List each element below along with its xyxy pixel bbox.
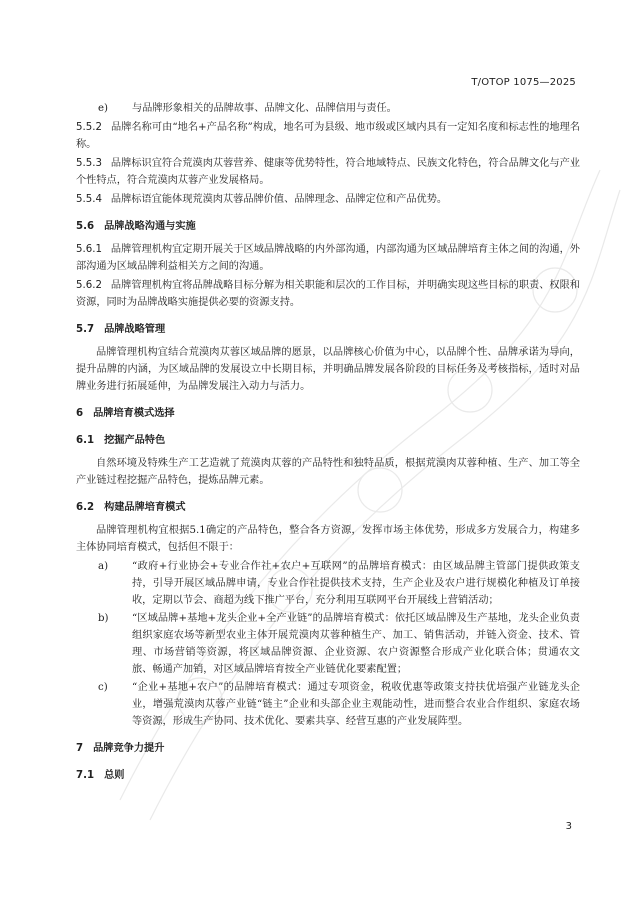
clause-text: 品牌名称可由“地名+产品名称”构成，地名可为县级、地市级或区域内具有一定知名度和标志性的地理名称。 (76, 122, 580, 150)
list-text: 与品牌形象相关的品牌故事、品牌文化、品牌信用与责任。 (132, 103, 397, 114)
section-heading (76, 767, 580, 784)
section-number: 6.1 (76, 435, 95, 446)
list-text: “区域品牌+基地+龙头企业+全产业链”的品牌培育模式：依托区域品牌及生产基地，龙头企业负责组织家庭农场等新型农业主体开展荒漠肉苁蓉种植生产、加工、销售活动，并链入资金、技术、管理、市场营销等资源，将区域品牌资源、企业资源、农户资源整合形成产业化联合体；贯通农文旅、畅通产加销，对区域品牌培育按全产业链优化要素配置； (132, 613, 580, 675)
clause-number: 5.6.2 (76, 280, 102, 291)
section-title: 品牌战略管理 (104, 324, 166, 335)
clause-paragraph (76, 191, 580, 208)
standard-number: T/OTOP 1075—2025 (471, 77, 576, 88)
section-heading (76, 405, 580, 422)
section-title: 构建品牌培育模式 (104, 502, 186, 513)
body-paragraph: 自然环境及特殊生产工艺造就了荒漠肉苁蓉的产品特性和独特品质，根据荒漠肉苁蓉种植、生产、加工等全产业链过程挖掘产品特色，提炼品牌元素。 (76, 458, 580, 486)
section-heading (76, 499, 580, 516)
clause-text: 品牌管理机构宜定期开展关于区域品牌战略的内外部沟通，内部沟通为区域品牌培育主体之间的沟通，外部沟通为区域品牌利益相关方之间的沟通。 (76, 244, 580, 272)
clause-paragraph (76, 119, 580, 153)
list-label: b) (98, 613, 109, 624)
list-text: “企业+基地+农户”的品牌培育模式：通过专项资金，税收优惠等政策支持扶优培强产业链龙头企业，增强荒漠肉苁蓉产业链“链主”企业和头部企业主观能动性，进而整合农业合作组织、家庭农场等资源，形成生产协同、技术优化、要素共享、经营互惠的产业发展阵型。 (132, 682, 580, 727)
section-number: 6 (76, 408, 84, 419)
section-number: 6.2 (76, 502, 95, 513)
section-title: 总则 (104, 770, 125, 781)
clause-number: 5.5.2 (76, 122, 102, 133)
list-item (76, 610, 580, 678)
section-heading (76, 432, 580, 449)
list-item (76, 558, 580, 609)
section-title: 品牌战略沟通与实施 (104, 221, 196, 232)
clause-text: 品牌管理机构宜将品牌战略目标分解为相关职能和层次的工作目标，并明确实现这些目标的职责、权限和资源，同时为品牌战略实施提供必要的资源支持。 (76, 280, 580, 308)
body-paragraph: 品牌管理机构宜结合荒漠肉苁蓉区域品牌的愿景，以品牌核心价值为中心，以品牌个性、品牌承诺为导向，提升品牌的内涵，为区域品牌的发展设立中长期目标，并明确品牌发展各阶段的目标任务及考核指标，适时对品牌业务进行拓展延伸，为品牌发展注入动力与活力。 (76, 347, 580, 392)
clause-number: 5.5.3 (76, 158, 102, 169)
section-title: 品牌培育模式选择 (93, 408, 175, 419)
document-body (76, 100, 580, 790)
section-heading (76, 321, 580, 338)
clause-paragraph (76, 241, 580, 275)
clause-paragraph (76, 277, 580, 311)
section-title: 品牌竞争力提升 (93, 743, 165, 754)
section-heading (76, 218, 580, 235)
list-item (76, 679, 580, 730)
clause-paragraph (76, 155, 580, 189)
list-label: a) (98, 561, 109, 572)
section-number: 7 (76, 743, 84, 754)
section-number: 7.1 (76, 770, 95, 781)
clause-text: 品牌标语宜能体现荒漠肉苁蓉品牌价值、品牌理念、品牌定位和产品优势。 (110, 194, 448, 205)
list-label: e) (98, 103, 109, 114)
list-item (76, 100, 580, 117)
body-paragraph: 品牌管理机构宜根据5.1确定的产品特色，整合各方资源，发挥市场主体优势，形成多方发展合力，构建多主体协同培育模式，包括但不限于： (76, 525, 580, 553)
clause-number: 5.6.1 (76, 244, 102, 255)
clause-text: 品牌标识宜符合荒漠肉苁蓉营养、健康等优势特性，符合地域特点、民族文化特色，符合品牌文化与产业个性特点，符合荒漠肉苁蓉产业发展格局。 (76, 158, 580, 186)
section-number: 5.6 (76, 221, 95, 232)
section-title: 挖掘产品特色 (104, 435, 166, 446)
list-label: c) (98, 682, 108, 693)
section-number: 5.7 (76, 324, 95, 335)
page-number: 3 (565, 821, 572, 832)
section-heading (76, 740, 580, 757)
clause-number: 5.5.4 (76, 194, 102, 205)
list-text: “政府+行业协会+专业合作社+农户+互联网”的品牌培育模式：由区域品牌主管部门提供政策支持，引导开展区域品牌申请，专业合作社提供技术支持，生产企业及农户进行规模化种植及订单接收，定期以节会、商超为线下推广平台，充分利用互联网平台开展线上营销活动； (132, 561, 580, 606)
